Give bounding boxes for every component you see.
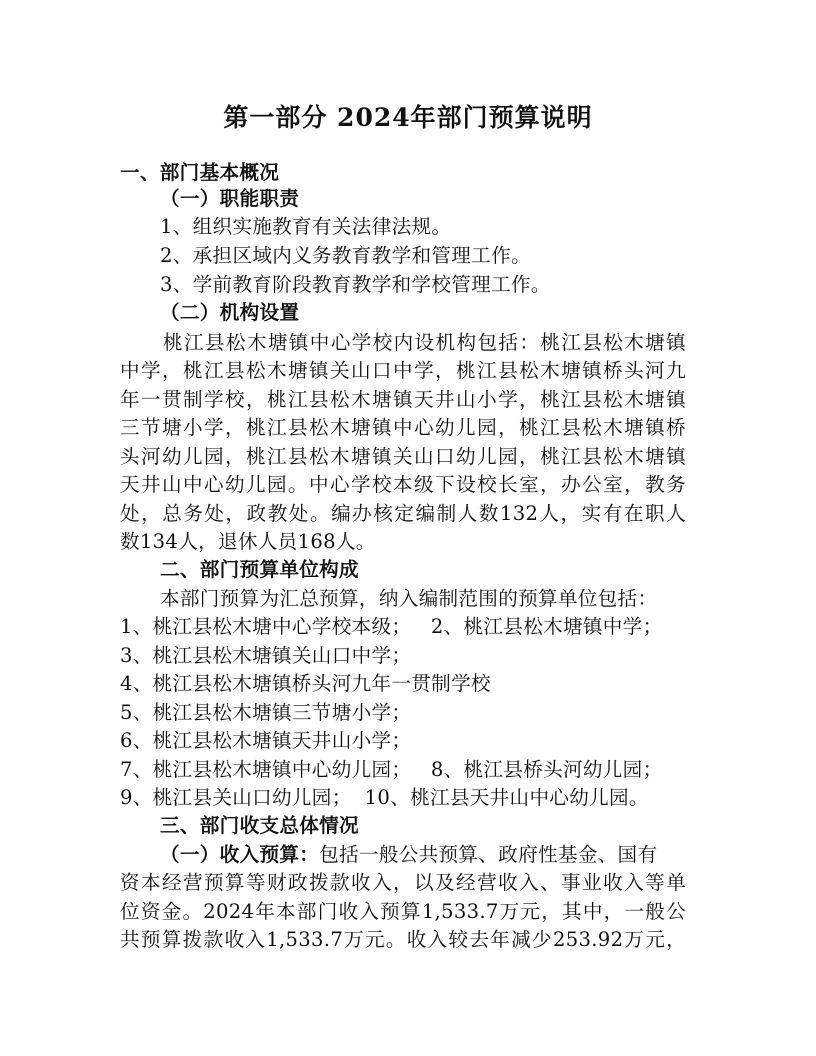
org-paragraph-line-6: 天井山中心幼儿园。中心学校本级下设校长室，办公室，教务 [120, 473, 686, 496]
page-title: 第一部分 2024年部门预算说明 [223, 103, 593, 132]
unit-line-4: 5、桃江县松木塘镇三节塘小学； [120, 701, 412, 724]
section-2-heading: 二、部门预算单位构成 [160, 558, 359, 581]
org-paragraph-line-5: 头河幼儿园，桃江县松木塘镇关山口幼儿园，桃江县松木塘镇 [120, 445, 686, 468]
section-3-heading: 三、部门收支总体情况 [160, 814, 359, 837]
unit-line-2: 3、桃江县松木塘镇关山口中学； [120, 644, 412, 667]
income-paragraph-line-2: 位资金。2024年本部门收入预算1,533.7万元，其中，一般公 [120, 900, 686, 923]
subsection-1-1-heading: （一）职能职责 [160, 187, 300, 210]
duty-item-1: 1、组织实施教育有关法律法规。 [160, 215, 452, 238]
section-1-heading: 一、部门基本概况 [120, 161, 280, 184]
income-budget-label: （一）收入预算： [160, 843, 320, 866]
org-paragraph-line-3: 年一贯制学校，桃江县松木塘镇天井山小学，桃江县松木塘镇 [120, 388, 686, 411]
org-paragraph-line-4: 三节塘小学，桃江县松木塘镇中心幼儿园，桃江县松木塘镇桥 [120, 416, 686, 439]
unit-line-6: 7、桃江县松木塘镇中心幼儿园； 8、桃江县桥头河幼儿园； [120, 758, 663, 781]
org-paragraph-line-1: 桃江县松木塘镇中心学校内设机构包括：桃江县松木塘镇 [163, 331, 686, 354]
org-paragraph-line-7: 处，总务处，政教处。编办核定编制人数132人，实有在职人 [120, 502, 686, 525]
duty-item-2: 2、承担区域内义务教育教学和管理工作。 [160, 244, 531, 267]
unit-line-1: 1、桃江县松木塘中心学校本级； 2、桃江县松木塘镇中学； [120, 615, 663, 638]
unit-line-3: 4、桃江县松木塘镇桥头河九年一贯制学校 [120, 672, 491, 695]
income-paragraph-line-1: 资本经营预算等财政拨款收入，以及经营收入、事业收入等单 [120, 871, 686, 894]
section-2-intro: 本部门预算为汇总预算，纳入编制范围的预算单位包括： [160, 587, 658, 610]
duty-item-3: 3、学前教育阶段教育教学和学校管理工作。 [160, 273, 551, 296]
org-paragraph-line-2: 中学，桃江县松木塘镇关山口中学，桃江县松木塘镇桥头河九 [120, 359, 686, 382]
income-first-line [160, 842, 657, 868]
income-paragraph-line-3: 共预算拨款收入1,533.7万元。收入较去年减少253.92万元， [120, 928, 686, 951]
org-paragraph-line-8: 数134人，退休人员168人。 [120, 530, 376, 553]
unit-line-5: 6、桃江县松木塘镇天井山小学； [120, 729, 412, 752]
unit-line-7: 9、桃江县关山口幼儿园； 10、桃江县天井山中心幼儿园。 [120, 786, 649, 809]
subsection-1-2-heading: （二）机构设置 [160, 301, 300, 324]
income-first-line-text: 包括一般公共预算、政府性基金、国有 [319, 843, 658, 866]
